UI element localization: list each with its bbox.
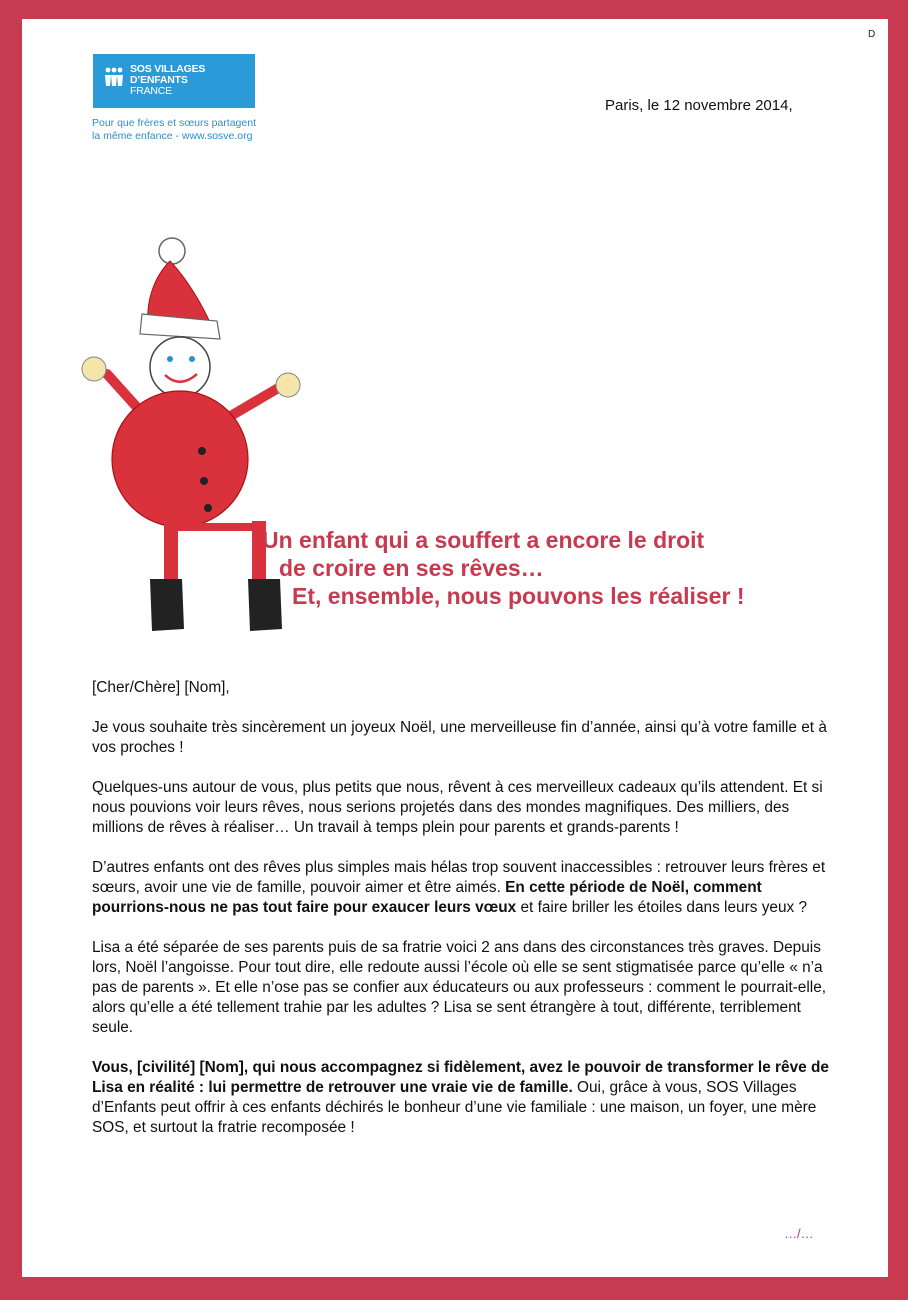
salutation: [Cher/Chère] [Nom], [92,679,230,696]
continuation-mark: …/… [784,1226,814,1241]
headline-line-1: Un enfant qui a souffert a encore le droit [262,527,705,553]
paragraph-3-start: D’autres enfants ont des rêves plus simples mais hélas trop souvent inaccessibles : retrouver leurs frères et sœurs, avoir une vie de famille, pouvoir aimer et être aimés. [92,859,826,896]
logo-line-1: SOS VILLAGES [130,63,206,75]
sos-logo [93,54,255,108]
paragraph-4: Lisa a été séparée de ses parents puis de sa fratrie voici 2 ans dans des circonstances très graves. Depuis lors, Noël l’angoisse. Pour tout dire, elle redoute aussi l’école où elle se sent stigmatisée parce qu’elle « n’a pas de parents ». Et elle n’ose pas se confier aux éducateurs ou aux professeurs : comment le pourrait-elle, alors qu’elle a été tellement trahie par les adultes ? Lisa se sent étrangère à tout, différente, terriblement seule. [92,939,827,1036]
headline-line-2: de croire en ses rêves… [279,555,544,581]
page-marker: D [868,29,876,40]
headline-line-3: Et, ensemble, nous pouvons les réaliser ! [292,583,745,609]
paragraph-3-end: et faire briller les étoiles dans leurs yeux ? [516,899,808,916]
tagline [92,117,256,143]
children-logo-icon [103,66,125,88]
logo-line-3: FRANCE [130,85,172,97]
tagline-line-2: la même enfance - www.sosve.org [92,130,253,142]
paragraph-3 [92,858,842,918]
headline [262,526,744,610]
letter-page [22,19,888,1277]
paragraph-3-emphasis: En cette période de Noël, comment pourrions-nous ne pas tout faire pour exaucer leurs vœux [92,879,762,916]
tagline-line-1: Pour que frères et sœurs partagent [92,117,256,129]
paragraph-5 [92,1058,842,1138]
letter-body [92,678,842,1158]
paragraph-5-end: Oui, grâce à vous, SOS Villages d’Enfants peut offrir à ces enfants déchirés le bonheur d’une vie familiale : une maison, un foyer, une mère SOS, et surtout la fratrie recomposée ! [92,1079,817,1136]
paragraph-2: Quelques-uns autour de vous, plus petits que nous, rêvent à ces merveilleux cadeaux qu’ils attendent. Et si nous pouvions voir leurs rêves, nous serions projetés dans des mondes magnifiques. Des milliers, des millions de rêves à réaliser… Un travail à temps plein pour parents et grands-parents ! [92,779,823,836]
paragraph-5-emphasis: Vous, [civilité] [Nom], qui nous accompagnez si fidèlement, avez le pouvoir de transformer le rêve de Lisa en réalité : lui permettre de retrouver une vraie vie de famille. [92,1059,829,1096]
logo-line-2: D’ENFANTS [130,74,188,86]
letter-date: Paris, le 12 novembre 2014, [605,97,793,114]
paragraph-1: Je vous souhaite très sincèrement un joyeux Noël, une merveilleuse fin d’année, ainsi qu’à votre famille et à vos proches ! [92,719,827,756]
